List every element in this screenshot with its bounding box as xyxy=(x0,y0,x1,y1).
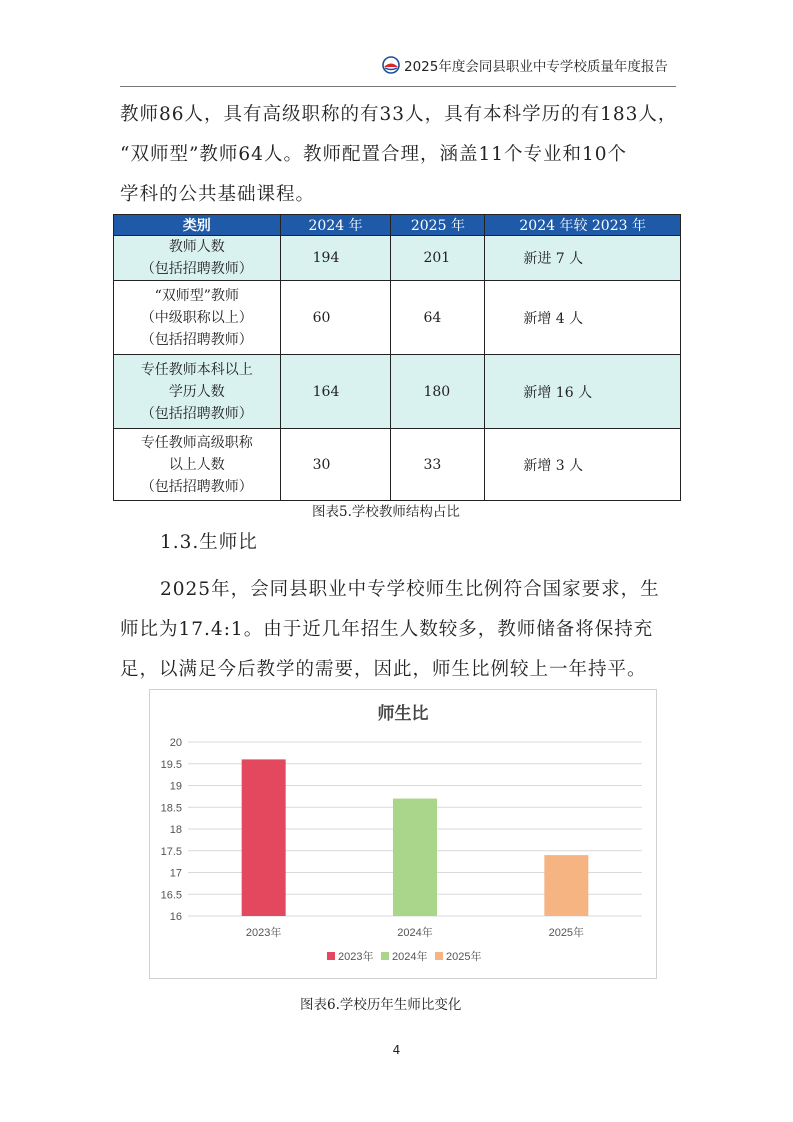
column-header: 类别 xyxy=(114,215,281,236)
change-cell: 新增 3 人 xyxy=(485,429,681,501)
chart-title: 师生比 xyxy=(377,704,429,723)
category-line: （包括招聘教师） xyxy=(140,261,253,277)
category-line: （包括招聘教师） xyxy=(140,405,253,422)
change-cell: 新增 4 人 xyxy=(485,281,681,355)
legend-label: 2024年 xyxy=(392,951,428,963)
category-line: 学历人数 xyxy=(168,383,225,400)
bar-2023年 xyxy=(242,759,286,916)
table-row xyxy=(114,236,681,281)
value-2024-cell: 30 xyxy=(280,429,391,501)
category-cell xyxy=(114,429,281,501)
section-heading: 1.3.生师比 xyxy=(160,532,258,553)
x-tick-label: 2025年 xyxy=(548,927,585,939)
intro-line: “双师型”教师64人。教师配置合理，涵盖11个专业和10个 xyxy=(120,144,628,165)
legend-swatch xyxy=(435,952,443,960)
legend-swatch xyxy=(327,952,335,960)
category-line: （中级职称以上） xyxy=(140,309,253,326)
report-title: 2025年度会同县职业中专学校质量年度报告 xyxy=(404,59,668,75)
category-cell xyxy=(114,281,281,355)
category-line: （包括招聘教师） xyxy=(140,331,253,348)
category-cell xyxy=(114,236,281,281)
intro-line: 教师86人，具有高级职称的有33人，具有本科学历的有183人， xyxy=(120,104,678,125)
y-tick-label: 19.5 xyxy=(160,758,182,771)
body-line: 2025年，会同县职业中专学校师生比例符合国家要求，生 xyxy=(160,579,660,600)
teacher-structure-table xyxy=(113,214,681,501)
x-tick-label: 2024年 xyxy=(397,927,433,939)
legend-swatch xyxy=(381,952,389,960)
y-tick-label: 19 xyxy=(169,780,182,793)
student-teacher-ratio-chart xyxy=(149,689,657,979)
bar-2025年 xyxy=(544,855,588,916)
y-tick-label: 17 xyxy=(169,867,182,880)
legend-label: 2025年 xyxy=(446,951,482,963)
column-header: 2025 年 xyxy=(391,215,485,236)
column-header: 2024 年 xyxy=(280,215,391,236)
y-tick-label: 16.5 xyxy=(160,889,182,902)
intro-line: 学科的公共基础课程。 xyxy=(120,184,316,205)
category-line: 专任教师高级职称 xyxy=(140,434,253,451)
value-2025-cell: 180 xyxy=(391,355,485,429)
value-2024-cell: 60 xyxy=(280,281,391,355)
column-header: 2024 年较 2023 年 xyxy=(485,215,681,236)
value-2024-cell: 164 xyxy=(280,355,391,429)
category-line: 专任教师本科以上 xyxy=(140,361,253,378)
table-row xyxy=(114,429,681,501)
body-line: 足，以满足今后教学的需要，因此，师生比例较上一年持平。 xyxy=(120,659,647,680)
value-2024-cell: 194 xyxy=(280,236,391,281)
bar-2024年 xyxy=(393,799,437,916)
category-cell xyxy=(114,355,281,429)
category-line: 教师人数 xyxy=(168,239,225,255)
page-header xyxy=(120,50,676,87)
change-cell: 新进 7 人 xyxy=(485,236,681,281)
y-tick-label: 18 xyxy=(169,824,182,836)
category-line: “双师型”教师 xyxy=(154,287,239,304)
table-row xyxy=(114,355,681,429)
value-2025-cell: 33 xyxy=(391,429,485,501)
y-tick-label: 20 xyxy=(169,737,182,749)
value-2025-cell: 201 xyxy=(391,236,485,281)
chart-caption: 图表6.学校历年生师比变化 xyxy=(300,997,462,1013)
legend-label: 2023年 xyxy=(338,951,374,963)
category-line: （包括招聘教师） xyxy=(140,478,253,495)
y-tick-label: 16 xyxy=(169,911,182,923)
category-line: 以上人数 xyxy=(168,456,225,473)
value-2025-cell: 64 xyxy=(391,281,485,355)
y-tick-label: 18.5 xyxy=(160,802,182,815)
chart-svg xyxy=(150,690,656,978)
table-caption: 图表5.学校教师结构占比 xyxy=(312,504,460,520)
x-tick-label: 2023年 xyxy=(245,927,282,939)
table-header-row xyxy=(114,215,681,236)
y-tick-label: 17.5 xyxy=(160,845,182,858)
page-number: 4 xyxy=(392,1043,401,1057)
table-row xyxy=(114,281,681,355)
school-logo-icon xyxy=(382,56,400,74)
body-line: 师比为17.4:1。由于近几年招生人数较多，教师储备将保持充 xyxy=(120,619,654,640)
change-cell: 新增 16 人 xyxy=(485,355,681,429)
